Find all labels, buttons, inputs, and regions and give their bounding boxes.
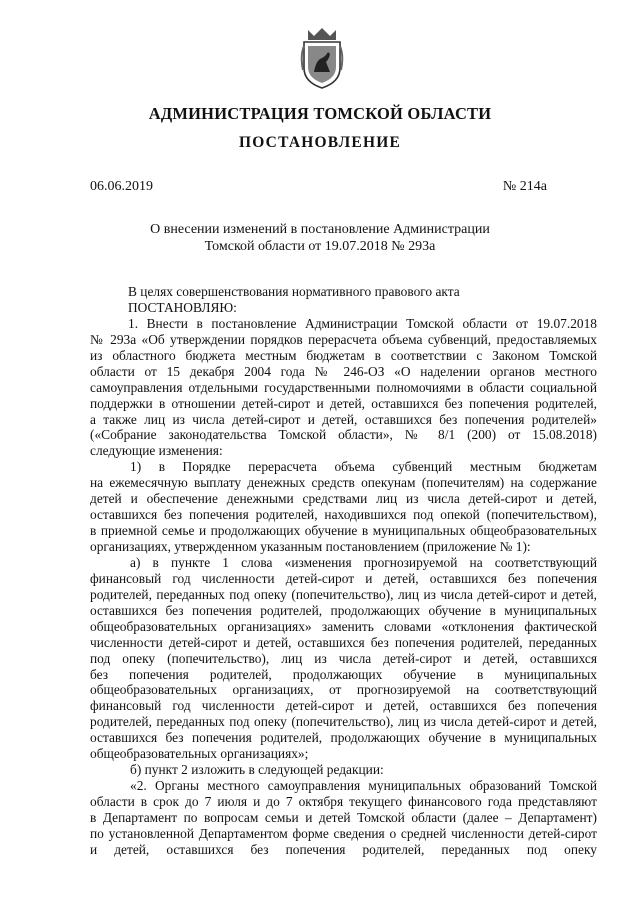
body-line: на ежемесячную выплату денежных средств опекунам (попечителям) на содержание	[90, 475, 597, 491]
subject-line: О внесении изменений в постановление Администрации	[150, 222, 490, 237]
body-line: родителей, переданных под опеку (попечительство), лиц из числа детей-сирот и детей,	[90, 586, 597, 602]
body-line: области в срок до 7 июля и до 7 октября текущего финансового года представляют	[90, 794, 597, 809]
body-line: В целях совершенствования нормативного правового акта	[128, 284, 460, 299]
body-line: организациях, утвержденном указанным постановлением (приложение № 1):	[90, 539, 531, 554]
body-line: самоуправления отдельными государственными полномочиями в области социальной	[90, 379, 597, 395]
body-line: детей и обеспечение денежными средствами лиц из числа детей-сирот и детей,	[90, 491, 597, 507]
body-line: 1. Внести в постановление Администрации Томской области от 19.07.2018	[128, 315, 597, 331]
subject-line: Томской области от 19.07.2018 № 293а	[204, 238, 436, 254]
body-line: и детей, оставшихся без попечения родителей, переданных под опеку	[90, 841, 597, 857]
body-line: «2. Органы местного самоуправления муниципальных образований Томской	[130, 778, 597, 794]
body-line: в приемной семье и продолжающих обучение в муниципальных общеобразовательных	[90, 523, 597, 539]
body-line: оставшихся без попечения родителей, находившихся под опекой (попечительством),	[90, 507, 597, 523]
body-line: общеобразовательных организациях»;	[90, 746, 309, 762]
body-line: б) пункт 2 изложить в следующей редакции:	[130, 762, 384, 778]
body-line: 1) в Порядке перерасчета объема субвенций местным бюджетам	[130, 459, 597, 475]
document-number: № 214а	[502, 179, 547, 194]
body-line: а также лиц из числа детей-сирот и детей, оставшихся без попечения родителей»	[90, 411, 597, 427]
body-line: поддержки в отношении детей-сирот и детей, оставшихся без попечения родителей,	[90, 395, 597, 411]
body-line: в Департамент по вопросам семьи и детей Томской области (далее – Департамент)	[90, 809, 597, 825]
document-type: ПОСТАНОВЛЕНИЕ	[238, 134, 402, 151]
body-line: по установленной Департаментом форме сведения о средней численности детей-сирот	[90, 825, 597, 841]
document-body	[90, 284, 597, 858]
body-line: из областного бюджета местным бюджетам в соответствии с Законом Томской	[90, 347, 597, 363]
decree-word: ПОСТАНОВЛЯЮ:	[128, 299, 237, 315]
body-line: а) в пункте 1 слова «изменения прогнозируемой на соответствующий	[130, 554, 597, 570]
document-date: 06.06.2019	[90, 179, 153, 194]
body-line: следующие изменения:	[90, 443, 223, 459]
document-subject	[120, 222, 520, 255]
body-line: финансовый год численности детей-сирот и детей, оставшихся без попечения	[90, 698, 597, 714]
body-line: области от 15 декабря 2004 года № 246-ОЗ «О наделении органов местного	[90, 363, 597, 379]
body-line: № 293а «Об утверждении порядков перерасчета объема субвенций, предоставляемых	[90, 331, 597, 347]
organization-title: АДМИНИСТРАЦИЯ ТОМСКОЙ ОБЛАСТИ	[148, 104, 492, 123]
body-line: общеобразовательных организациях, от прогнозируемой на соответствующий	[90, 682, 597, 698]
body-line: численности детей-сирот и детей, оставшихся без попечения родителей, переданных	[90, 634, 597, 650]
body-line: оставшихся без попечения родителей, продолжающих обучение в муниципальных	[90, 730, 597, 746]
body-line: финансовый год численности детей-сирот и детей, оставшихся без попечения	[90, 570, 597, 586]
coat-of-arms-tomsk-icon	[300, 26, 344, 90]
body-line: («Собрание законодательства Томской области», № 8/1 (200) от 15.08.2018)	[90, 427, 597, 443]
body-line: под опеку (попечительство), лиц из числа детей-сирот и детей, оставшихся	[90, 650, 597, 666]
body-line: общеобразовательных организациях» заменить словами «отклонения фактической	[90, 618, 597, 634]
body-line: родителей, переданных под опеку (попечительство), лиц из числа детей-сирот и детей,	[90, 714, 597, 730]
body-line: без попечения родителей, продолжающих обучение в муниципальных	[90, 666, 597, 682]
body-line: оставшихся без попечения родителей, продолжающих обучение в муниципальных	[90, 602, 597, 618]
